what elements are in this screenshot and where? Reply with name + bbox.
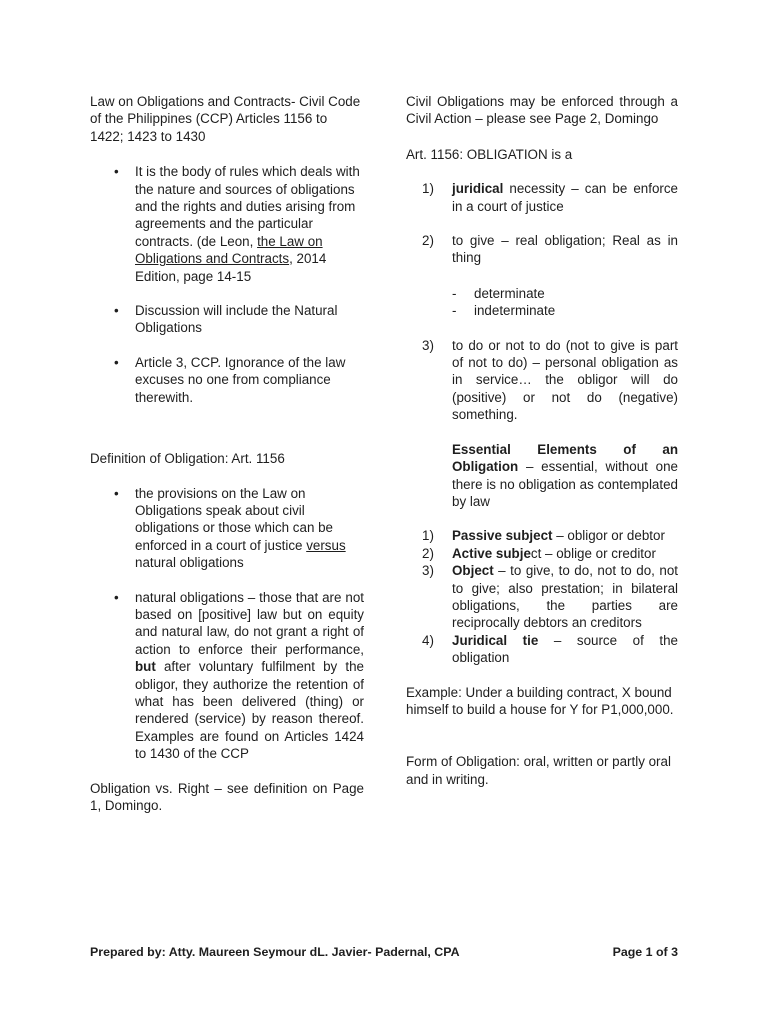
bold-term: Object xyxy=(452,563,494,579)
art-heading: Art. 1156: OBLIGATION is a xyxy=(406,146,573,162)
essential-elements-paragraph xyxy=(406,441,678,511)
list-item xyxy=(406,180,678,215)
obligation-list xyxy=(406,180,678,267)
form-paragraph: Form of Obligation: oral, written or partly oral and in writing. xyxy=(406,754,671,787)
item-text: – obligor or debtor xyxy=(552,528,665,544)
item-number: 4) xyxy=(422,632,434,648)
obligation-list-continued xyxy=(406,337,678,424)
document-heading: Law on Obligations and Contracts- Civil Code of the Philippines (CCP) Articles 1156 to 1422; 1423 to 1430 xyxy=(90,94,361,144)
definition-heading: Definition of Obligation: Art. 1156 xyxy=(90,451,285,467)
obligation-vs-right: Obligation vs. Right – see definition on Page 1, Domingo. xyxy=(90,780,364,813)
item-number: 2) xyxy=(422,545,434,561)
footer-page-number: Page 1 of 3 xyxy=(612,945,678,959)
example-paragraph: Example: Under a building contract, X bound himself to build a house for Y for P1,000,000. xyxy=(406,684,674,717)
item-number: 2) xyxy=(422,233,434,249)
list-item xyxy=(90,163,364,285)
right-column xyxy=(406,93,678,788)
civil-obligations-paragraph: Civil Obligations may be enforced through a Civil Action – please see Page 2, Domingo xyxy=(406,94,678,127)
item-number: 1) xyxy=(422,181,434,197)
dash-list xyxy=(406,285,678,320)
bold-term: Juridical tie xyxy=(452,632,539,648)
bold-term: Essential Elements of an Obligation xyxy=(452,441,678,475)
item-number: 1) xyxy=(422,528,434,544)
list-item xyxy=(406,562,678,632)
item-text: – to give, to do, not to do, not to give; also prestation; in bilateral obligations, the parties are reciprocally debtors an creditors xyxy=(452,563,678,631)
footer-prepared-by: Prepared by: Atty. Maureen Seymour dL. Javier- Padernal, CPA xyxy=(90,945,460,959)
bold-term: juridical xyxy=(452,181,504,197)
list-item xyxy=(406,337,678,424)
underlined-word: versus xyxy=(306,537,346,553)
bold-word: but xyxy=(135,659,156,675)
list-item xyxy=(406,232,678,267)
list-item xyxy=(406,545,678,562)
bold-term: Passive subject xyxy=(452,528,553,544)
item-text: ct – oblige or creditor xyxy=(530,545,656,561)
left-column xyxy=(90,93,364,814)
book-title: the Law on Obligations and Contracts xyxy=(135,233,323,267)
bullet-text: , 2014 Edition, page 14-15 xyxy=(135,251,327,284)
item-text: necessity – can be enforce in a court of justice xyxy=(452,181,678,214)
bullet-text: after voluntary fulfilment by the obligor, they authorize the retention of what has been delivered (thing) or rendered (service) by reason thereof. Examples are found on Articles 1424 to 1430 of the CCP xyxy=(135,659,364,762)
item-number: 3) xyxy=(422,563,434,579)
list-item xyxy=(406,527,678,544)
bullet-text: the provisions on the Law on Obligations speak about civil obligations or those which can be enforced in a court of justice xyxy=(135,485,334,553)
elements-list xyxy=(406,527,678,666)
bullet-text: It is the body of rules which deals with the nature and sources of obligations and the rights and duties arising from agreements and the particular contracts. (de Leon, xyxy=(135,164,360,249)
item-text: to give – real obligation; Real as in thing xyxy=(452,233,678,266)
bullet-text: natural obligations – those that are not based on [positive] law but on equity and natural law, do not grant a right of action to enforce their performance, xyxy=(135,589,364,657)
paragraph-text: – essential, without one there is no obligation as contemplated by law xyxy=(452,459,678,509)
list-item xyxy=(90,485,364,572)
list-item: - indeterminate xyxy=(406,302,678,319)
list-item: • Discussion will include the Natural Obligations xyxy=(90,302,364,337)
bold-term: Active subje xyxy=(452,545,531,561)
list-item: - determinate xyxy=(406,285,678,302)
item-text: – source of the obligation xyxy=(452,632,678,666)
list-item: • Article 3, CCP. Ignorance of the law excuses no one from compliance therewith. xyxy=(90,354,364,406)
definition-bullet-list xyxy=(90,485,364,763)
list-item xyxy=(406,632,678,667)
list-item xyxy=(90,589,364,763)
bullet-text: natural obligations xyxy=(135,555,244,571)
item-text: to do or not to do (not to give is part of not to do) – personal obligation as in service… the obligor will do (positive) or not do (negative) something. xyxy=(452,337,678,423)
intro-bullet-list xyxy=(90,163,364,406)
item-number: 3) xyxy=(422,337,434,353)
